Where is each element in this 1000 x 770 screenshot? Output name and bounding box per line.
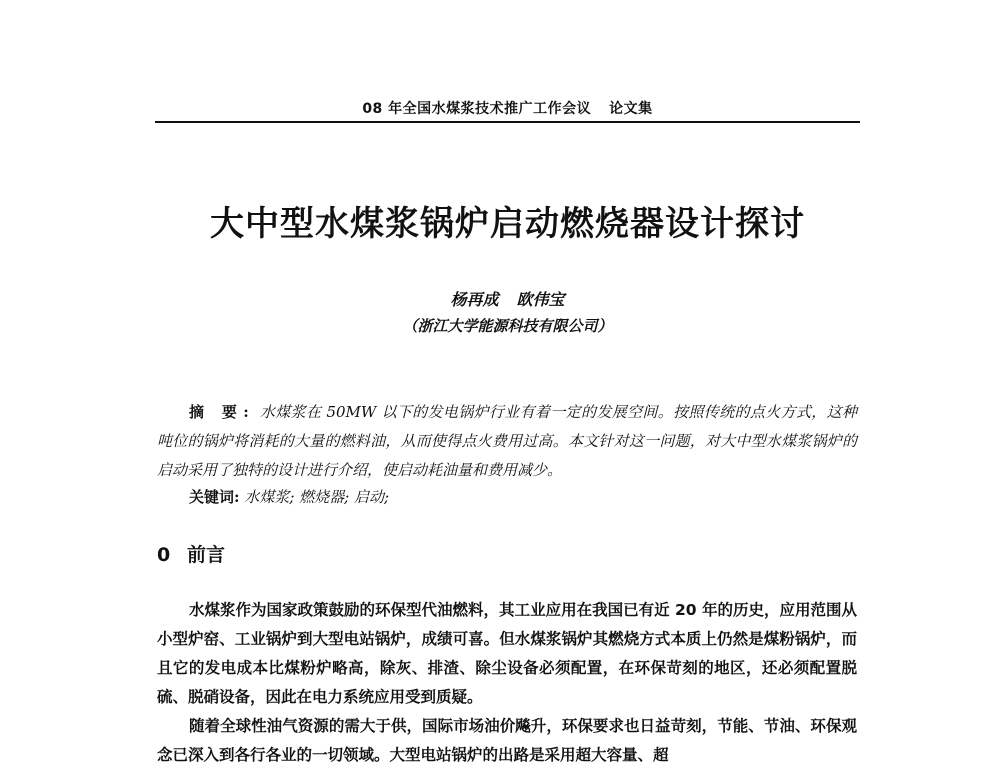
section-heading — [157, 540, 225, 567]
abstract-text: 水煤浆在 50MW 以下的发电锅炉行业有着一定的发展空间。按照传统的点火方式，这种吨位的锅炉将消耗的大量的燃料油，从而使得点火费用过高。本文针对这一问题，对大中型水煤浆锅炉的启动采用了独特的设计进行介绍，使启动耗油量和费用减少。 — [157, 403, 858, 479]
keywords — [157, 483, 857, 512]
author-list — [155, 287, 860, 310]
abstract — [157, 398, 857, 485]
keywords-text: 水煤浆; 燃烧器; 启动; — [239, 488, 390, 506]
body-paragraph: 水煤浆作为国家政策鼓励的环保型代油燃料，其工业应用在我国已有近 20 年的历史，应用范围从小型炉窑、工业锅炉到大型电站锅炉，成绩可喜。但水煤浆锅炉其燃烧方式本质上仍然是煤粉锅炉，而且它的发电成本比煤粉炉略高，除灰、排渣、除尘设备必须配置，在环保苛刻的地区，还必须配置脱硫、脱硝设备，因此在电力系统应用受到质疑。 — [157, 601, 857, 706]
author-name: 欧伟宝 — [516, 290, 565, 309]
section-number: 0 — [157, 544, 171, 566]
body-paragraph: 随着全球性油气资源的需大于供，国际市场油价飚升，环保要求也日益苛刻，节能、节油、环保观念已深入到各行各业的一切领域。大型电站锅炉的出路是采用超大容量、超 — [157, 717, 857, 764]
paper-title: 大中型水煤浆锅炉启动燃烧器设计探讨 — [210, 204, 805, 244]
keywords-label: 关键词: — [189, 488, 240, 506]
header-rule — [155, 121, 860, 123]
abstract-label: 摘 要: — [189, 403, 255, 421]
running-head-conference: 08 年全国水煤浆技术推广工作会议 — [362, 101, 592, 117]
running-head — [155, 98, 860, 118]
author-name: 杨再成 — [450, 290, 499, 309]
section-title: 前言 — [187, 544, 226, 566]
running-head-collection: 论文集 — [609, 101, 653, 117]
author-affiliation: （浙江大学能源科技有限公司） — [402, 317, 613, 335]
